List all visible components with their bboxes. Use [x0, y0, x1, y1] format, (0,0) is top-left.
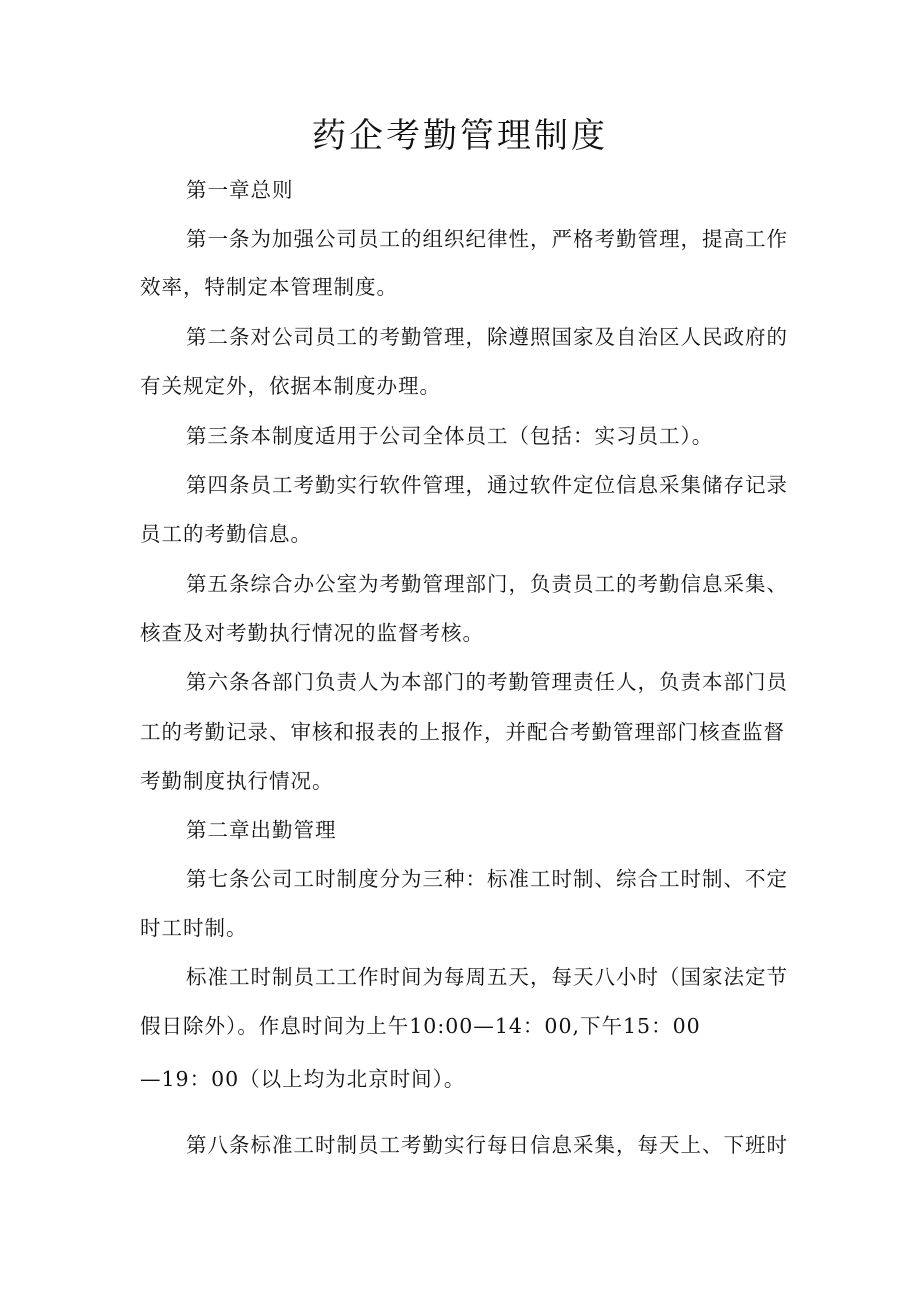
paragraph-line: 第五条综合办公室为考勤管理部门，负责员工的考勤信息采集、: [186, 572, 788, 596]
paragraph-line: 假日除外）。作息时间为上午10:00—14：00,下午15：00: [140, 1014, 701, 1038]
paragraph-line: 标准工时制员工工作时间为每周五天，每天八小时（国家法定节: [186, 965, 788, 989]
paragraph-line: 效率，特制定本管理制度。: [140, 275, 398, 299]
paragraph-line: 员工的考勤信息。: [140, 522, 312, 546]
paragraph-line: 工的考勤记录、审核和报表的上报作，并配合考勤管理部门核查监督: [140, 720, 785, 744]
paragraph-line: 第六条各部门负责人为本部门的考勤管理责任人，负责本部门员: [186, 670, 788, 694]
paragraph-line: 有关规定外，依据本制度办理。: [140, 374, 441, 398]
paragraph-line: 第二条对公司员工的考勤管理，除遵照国家及自治区人民政府的: [186, 325, 788, 349]
chapter-heading: 第一章总则: [186, 178, 294, 202]
paragraph-line: 第八条标准工时制员工考勤实行每日信息采集，每天上、下班时: [186, 1133, 788, 1157]
paragraph-line: 第三条本制度适用于公司全体员工（包括：实习员工）。: [186, 424, 714, 448]
paragraph-line: 核查及对考勤执行情况的监督考核。: [140, 621, 484, 645]
paragraph-line: 考勤制度执行情况。: [140, 769, 334, 793]
chapter-heading: 第二章出勤管理: [186, 818, 337, 842]
paragraph-line: 时工时制。: [140, 916, 248, 940]
paragraph-line: 第一条为加强公司员工的组织纪律性，严格考勤管理，提高工作: [186, 227, 788, 251]
paragraph-line: —19：00（以上均为北京时间）。: [140, 1067, 466, 1091]
document-title: 药企考勤管理制度: [312, 116, 608, 156]
paragraph-line: 第四条员工考勤实行软件管理，通过软件定位信息采集储存记录: [186, 473, 788, 497]
paragraph-line: 第七条公司工时制度分为三种：标准工时制、综合工时制、不定: [186, 867, 788, 891]
